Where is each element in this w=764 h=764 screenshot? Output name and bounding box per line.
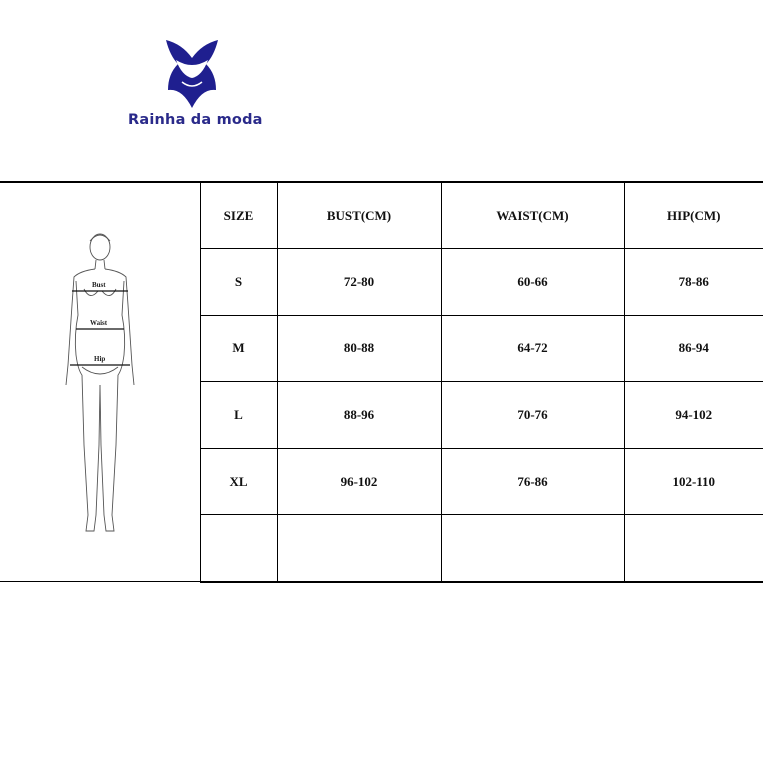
cell-bust: 80-88 <box>277 315 441 382</box>
cell-hip: 78-86 <box>624 249 763 316</box>
cell-bust: 72-80 <box>277 249 441 316</box>
cell-size: S <box>200 249 277 316</box>
header-waist: WAIST(CM) <box>441 182 624 249</box>
brand-name: Rainha da moda <box>128 112 263 128</box>
header-bust: BUST(CM) <box>277 182 441 249</box>
waist-label: Waist <box>90 319 108 327</box>
header-hip: HIP(CM) <box>624 182 763 249</box>
cell-size: XL <box>200 448 277 515</box>
figure-cell <box>0 182 200 582</box>
table-header-row <box>0 182 763 249</box>
cell-size <box>200 515 277 582</box>
cell-size: L <box>200 382 277 449</box>
cell-waist: 70-76 <box>441 382 624 449</box>
cell-waist: 64-72 <box>441 315 624 382</box>
cell-waist: 60-66 <box>441 249 624 316</box>
cell-size: M <box>200 315 277 382</box>
size-chart-table <box>0 181 763 583</box>
cell-waist <box>441 515 624 582</box>
cell-hip: 86-94 <box>624 315 763 382</box>
bust-label: Bust <box>92 281 106 289</box>
cell-hip: 94-102 <box>624 382 763 449</box>
header-size: SIZE <box>200 182 277 249</box>
brand-block <box>118 38 268 138</box>
cell-bust: 88-96 <box>277 382 441 449</box>
cell-waist: 76-86 <box>441 448 624 515</box>
butterfly-bodysuit-logo-icon <box>162 38 222 110</box>
hip-label: Hip <box>94 355 106 363</box>
cell-hip: 102-110 <box>624 448 763 515</box>
cell-hip <box>624 515 763 582</box>
cell-bust: 96-102 <box>277 448 441 515</box>
body-measurement-figure-icon <box>50 225 150 547</box>
cell-bust <box>277 515 441 582</box>
